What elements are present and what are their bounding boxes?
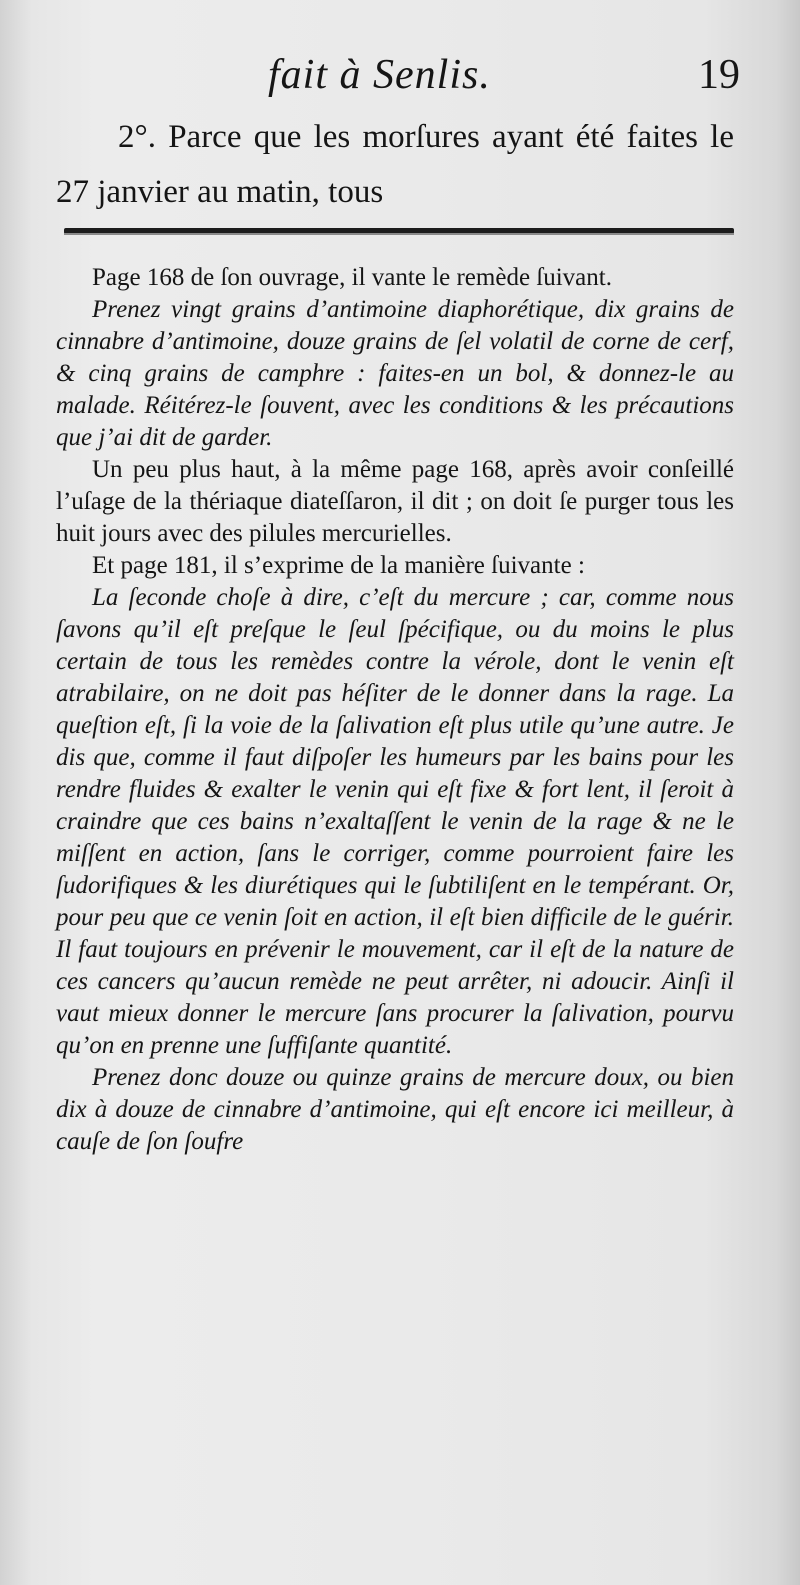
separator-rule-shadow bbox=[64, 233, 734, 235]
page-number: 19 bbox=[698, 52, 740, 98]
note-paragraph-1: Page 168 de ſon ouvrage, il vante le remède ſuivant. bbox=[92, 264, 612, 291]
note-paragraph-3: Un peu plus haut, à la même page 168, après avoir conſeillé l’uſage de la thériaque diateſſaron, il dit ; on doit ſe purger tous les huit jours avec des pilules mercurielles. bbox=[56, 456, 734, 547]
main-paragraph: 2°. Parce que les morſures ayant été faites le 27 janvier au matin, tous bbox=[56, 119, 734, 210]
footnotes bbox=[56, 262, 734, 1158]
main-text bbox=[56, 110, 734, 220]
note-paragraph-4: Et page 181, il s’exprime de la manière ſuivante : bbox=[92, 552, 585, 579]
running-title: fait à Senlis. bbox=[268, 52, 491, 98]
note-paragraph-5: La ſeconde choſe à dire, c’eſt du mercure ; car, comme nous ſavons qu’il eſt preſque le ſeul ſpécifique, ou du moins le plus certain de tous les remèdes contre la vérole, dont le venin eſt atrabilaire, on ne doit pas héſiter de le donner dans la rage. La queſtion eſt, ſi la voie de la ſalivation eſt plus utile qu’une autre. Je dis que, comme il faut diſpoſer les humeurs par les bains pour les rendre fluides & exalter le venin qui eſt fixe & fort lent, il ſeroit à craindre que ces bains n’exaltaſſent le venin de la rage & ne le miſſent en action, ſans le corriger, comme pourroient faire les ſudorifiques & les diurétiques qui le ſubtiliſent en le tempérant. Or, pour peu que ce venin ſoit en action, il eſt bien difficile de le guérir. Il faut toujours en prévenir le mouvement, car il eſt de la nature de ces cancers qu’aucun remède ne peut arrêter, ni adoucir. Ainſi il vaut mieux donner le mercure ſans procurer la ſalivation, pourvu qu’on en prenne une ſuffiſante quantité. bbox=[56, 584, 734, 1059]
running-header bbox=[0, 48, 800, 108]
note-paragraph-6: Prenez donc douze ou quinze grains de mercure doux, ou bien dix à douze de cinnabre d’antimoine, qui eſt encore ici meilleur, à cauſe de ſon ſoufre bbox=[56, 1064, 734, 1155]
note-paragraph-2: Prenez vingt grains d’antimoine diaphorétique, dix grains de cinnabre d’antimoine, douze grains de ſel volatil de corne de cerf, & cinq grains de camphre : faites-en un bol, & donnez-le au malade. Réitérez-le ſouvent, avec les conditions & les précautions que j’ai dit de garder. bbox=[56, 296, 734, 451]
